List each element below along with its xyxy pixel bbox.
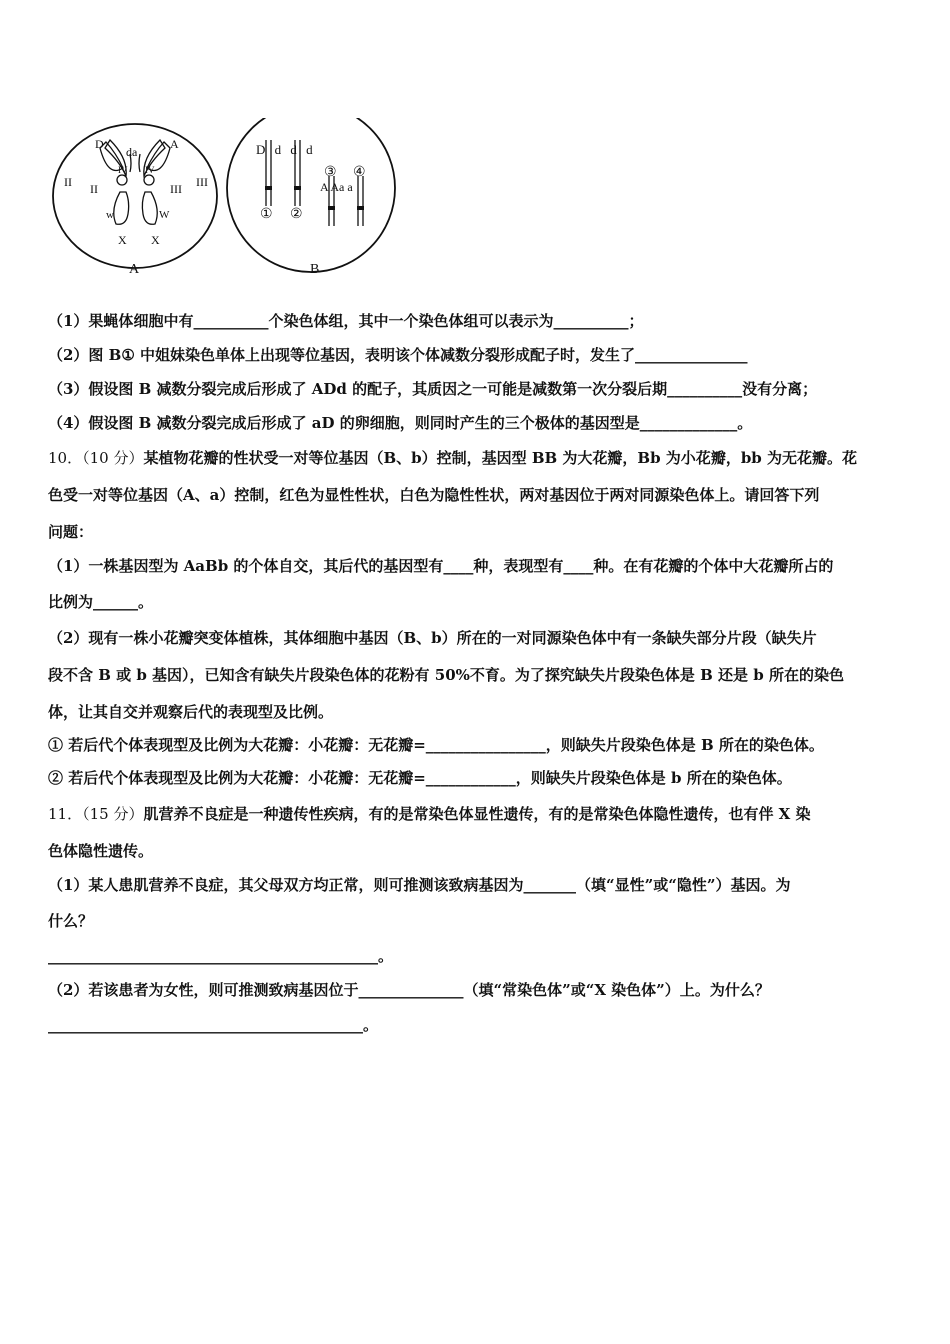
b-genes-mid: A Aa a [320,180,353,194]
q9-part-2: （2）图 B① 中姐妹染色单体上出现等位基因，表明该个体减数分裂形成配子时，发生了_______________ [48,346,748,364]
b-num-4: ④ [353,165,366,180]
label-w: w [106,209,114,221]
b-centromere-4 [357,206,364,210]
q10-part-1-line1: （1）一株基因型为 AaBb 的个体自交，其后代的基因型有____种，表现型有____种。在有花瓣的个体中大花瓣所占的 [48,557,834,575]
label-ii-outer: II [64,175,72,189]
q10-stem-text: 某植物花瓣的性状受一对等位基因（B、b）控制，基因型 BB 为大花瓣，Bb 为小花瓣，bb 为无花瓣。花 [143,449,858,467]
chromosome-figure [48,118,408,286]
q11-part-1-answer: ____________________________________________。 [48,947,394,965]
q9-part-4: （4）假设图 B 减数分裂完成后形成了 aD 的卵细胞，则同时产生的三个极体的基因型是_____________。 [48,414,753,432]
label-x-right: X [151,233,160,247]
q10-score: （10 分） [82,449,144,467]
panel-b-caption: B [310,262,320,277]
q11-stem-text: 肌营养不良症是一种遗传性疾病，有的是常染色体显性遗传，有的是常染色体隐性遗传，也有伴 X 染 [143,805,811,823]
q9-part-3: （3）假设图 B 减数分裂完成后形成了 ADd 的配子，其质因之一可能是减数第一次分裂后期__________没有分离； [48,380,818,398]
b-genes-top: D d d d [256,142,316,157]
b-centromere-3 [328,206,335,210]
q10-case-1: ① 若后代个体表现型及比例为大花瓣：小花瓣：无花瓣=________________，则缺失片段染色体是 B 所在的染色体。 [48,736,824,754]
b-num-2: ② [290,207,303,222]
q9-part-1: （1）果蝇体细胞中有__________个染色体组，其中一个染色体组可以表示为__________； [48,312,644,330]
q11-stem-line1 [48,804,910,824]
label-iii-inner: III [170,182,182,196]
b-num-3: ③ [324,165,337,180]
chromosome-iv-right [144,175,154,185]
chromosome-x-left [114,192,129,224]
chromosome-figure-svg [48,118,408,286]
b-num-1: ① [260,207,273,222]
q10-case-2: ② 若后代个体表现型及比例为大花瓣：小花瓣：无花瓣=____________，则缺失片段染色体是 b 所在的染色体。 [48,769,792,787]
label-iv-left: IV [118,165,128,175]
q11-part-2-answer: __________________________________________。 [48,1016,379,1034]
panel-a-caption: A [129,262,140,277]
chromosome-x-right [142,192,157,224]
q10-stem-line3: 问题： [48,523,94,541]
label-x-left: X [118,233,127,247]
label-iii-outer: III [196,175,208,189]
label-d: D [95,137,104,151]
b-centromere-2 [294,186,301,190]
q10-part-1-line2: 比例为______。 [48,593,154,611]
label-w-upper: W [159,209,170,221]
q11-stem-line2: 色体隐性遗传。 [48,842,154,860]
chromosome-iv-left [117,175,127,185]
chromosome-centre-b [139,154,140,172]
q11-part-2-line1: （2）若该患者为女性，则可推测致病基因位于______________（填“常染色体”或“X 染色体”）上。为什么？ [48,981,770,999]
q11-number: 11． [48,805,83,823]
label-da: da [126,145,138,159]
q10-stem-line1 [48,448,910,468]
q10-part-2-line1: （2）现有一株小花瓣突变体植株，其体细胞中基因（B、b）所在的一对同源染色体中有一条缺失部分片段（缺失片 [48,629,817,647]
label-iv-right: IV [145,165,155,175]
b-centromere-1 [265,186,272,190]
q10-stem-line2: 色受一对等位基因（A、a）控制，红色为显性性状，白色为隐性性状，两对基因位于两对同源染色体上。请回答下列 [48,486,820,504]
q11-part-1-line1: （1）某人患肌营养不良症，其父母双方均正常，则可推测该致病基因为_______（填“显性”或“隐性”）基因。为 [48,876,791,894]
q10-part-2-line3: 体，让其自交并观察后代的表现型及比例。 [48,703,334,721]
q10-part-2-line2: 段不含 B 或 b 基因），已知含有缺失片段染色体的花粉有 50%不育。为了探究缺失片段染色体是 B 还是 b 所在的染色 [48,666,844,684]
q11-part-1-line2: 什么？ [48,912,94,930]
q11-score: （15 分） [82,805,144,823]
label-a: A [170,137,179,151]
label-ii-inner: II [90,182,98,196]
q10-number: 10． [48,449,83,467]
